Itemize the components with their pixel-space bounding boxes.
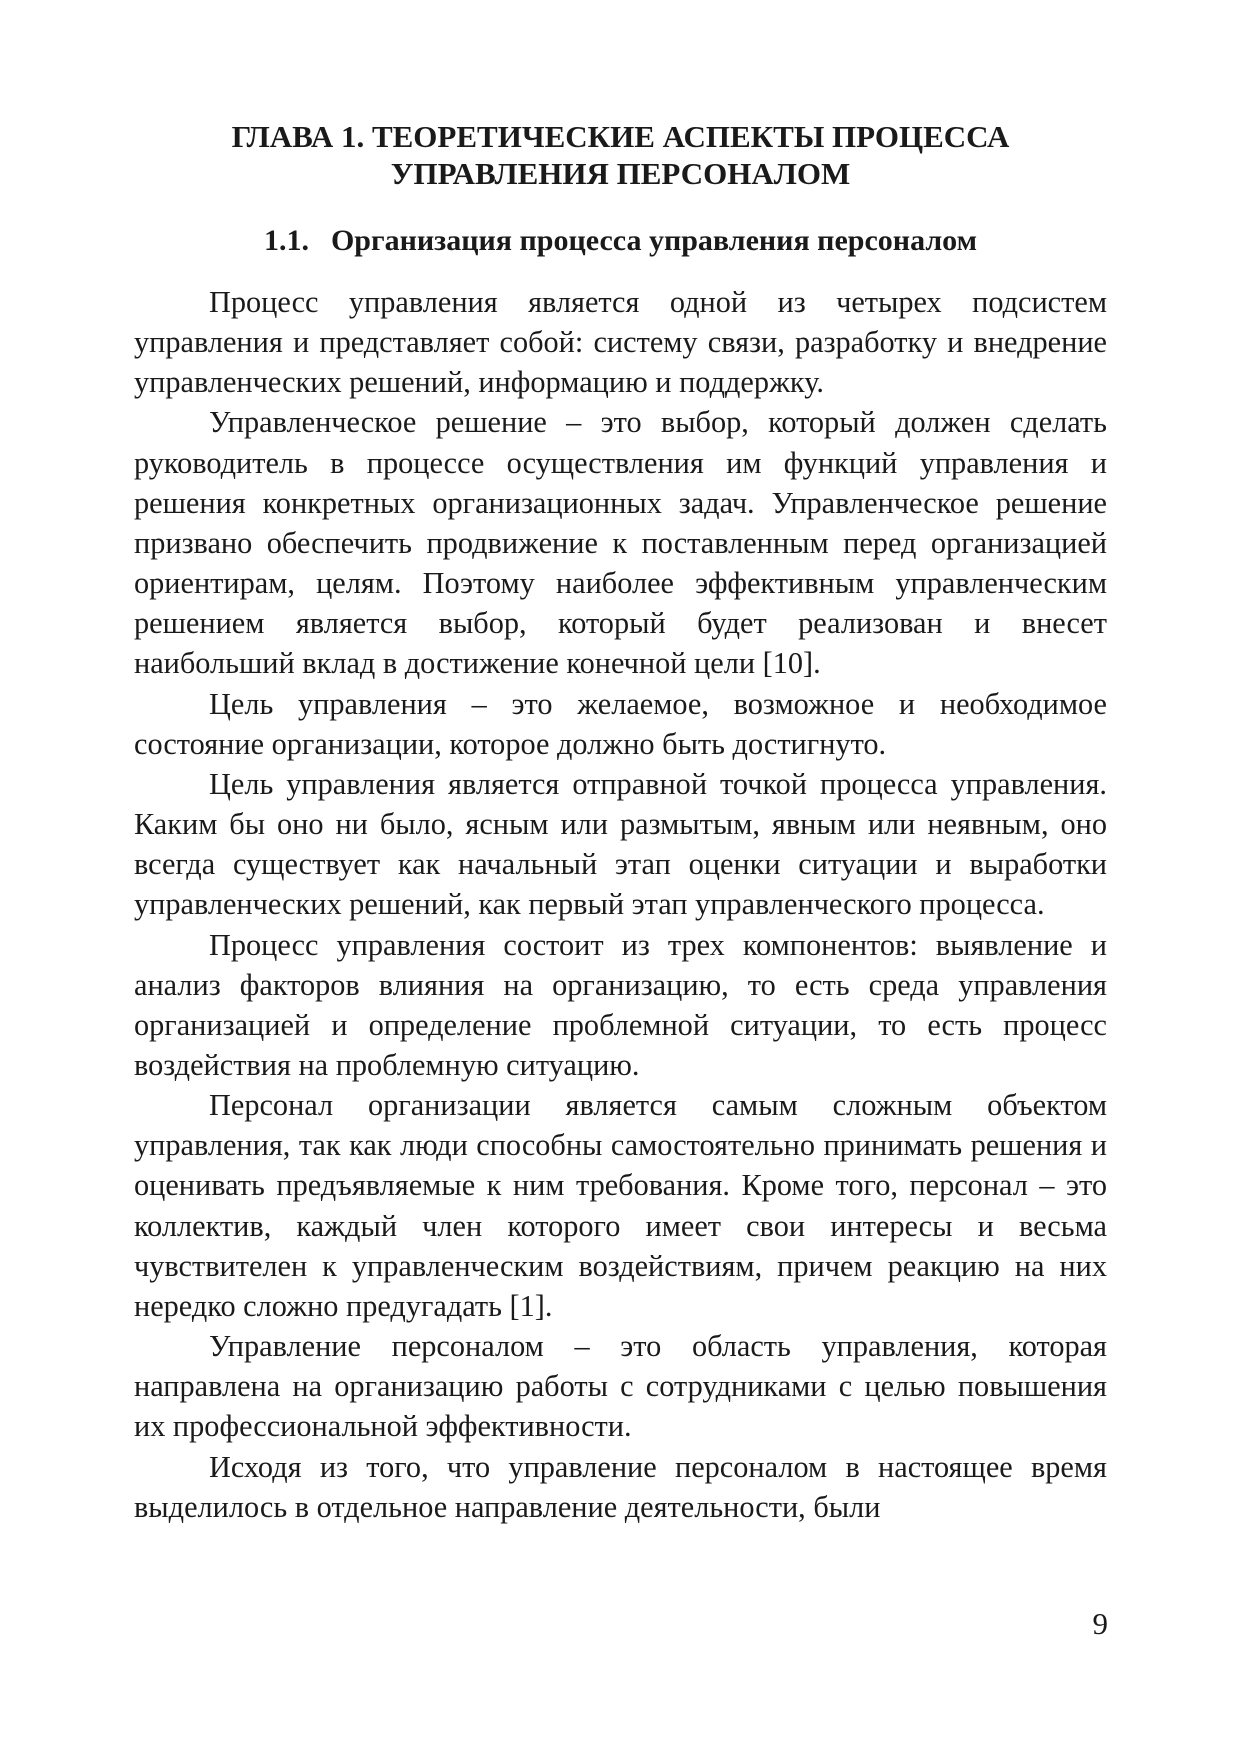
paragraph: Цель управления является отправной точкой процесса управления. Каким бы оно ни было, ясным или размытым, явным или неявным, оно всегда существует как начальный этап оценки ситуации и выработки управленческих решений, как первый этап управленческого процесса.: [134, 766, 1107, 922]
section-title-text: Организация процесса управления персоналом: [330, 224, 978, 257]
paragraph: Управление персоналом – это область управления, которая направлена на организацию работы с сотрудниками с целью повышения их профессиональной эффективности.: [134, 1329, 1107, 1444]
paragraph: Управленческое решение – это выбор, который должен сделать руководитель в процессе осуществления им функций управления и решения конкретных организационных задач. Управленческое решение призвано обеспечить продвижение к поставленным перед организацией ориентирам, целям. Поэтому наиболее эффективным управленческим решением является выбор, который будет реализован и внесет наибольший вклад в достижение конечной цели [10].: [134, 405, 1107, 681]
paragraph: Исходя из того, что управление персоналом в настоящее время выделилось в отдельное направление деятельности, были: [134, 1449, 1107, 1524]
section-title: [134, 222, 1107, 260]
page-number: 9: [1092, 1606, 1108, 1641]
paragraph: Персонал организации является самым сложным объектом управления, так как люди способны самостоятельно принимать решения и оценивать предъявляемые к ним требования. Кроме того, персонал – это коллектив, каждый член которого имеет свои интересы и весьма чувствителен к управленческим воздействиям, причем реакцию на них нередко сложно предугадать [1].: [134, 1088, 1107, 1323]
paragraph: Процесс управления является одной из четырех подсистем управления и представляет собой: систему связи, разработку и внедрение управленческих решений, информацию и поддержку.: [134, 285, 1107, 400]
chapter-title-line-2: УПРАВЛЕНИЯ ПЕРСОНАЛОМ: [390, 156, 851, 191]
body-text: [134, 282, 1107, 1527]
chapter-title-line-1: ГЛАВА 1. ТЕОРЕТИЧЕСКИЕ АСПЕКТЫ ПРОЦЕССА: [231, 119, 1010, 154]
paragraph: Процесс управления состоит из трех компонентов: выявление и анализ факторов влияния на организацию, то есть среда управления организацией и определение проблемной ситуации, то есть процесс воздействия на проблемную ситуацию.: [134, 927, 1107, 1082]
section-number: 1.1.: [263, 224, 309, 257]
chapter-title: [134, 118, 1107, 192]
paragraph: Цель управления – это желаемое, возможное и необходимое состояние организации, которое должно быть достигнуто.: [134, 686, 1107, 761]
